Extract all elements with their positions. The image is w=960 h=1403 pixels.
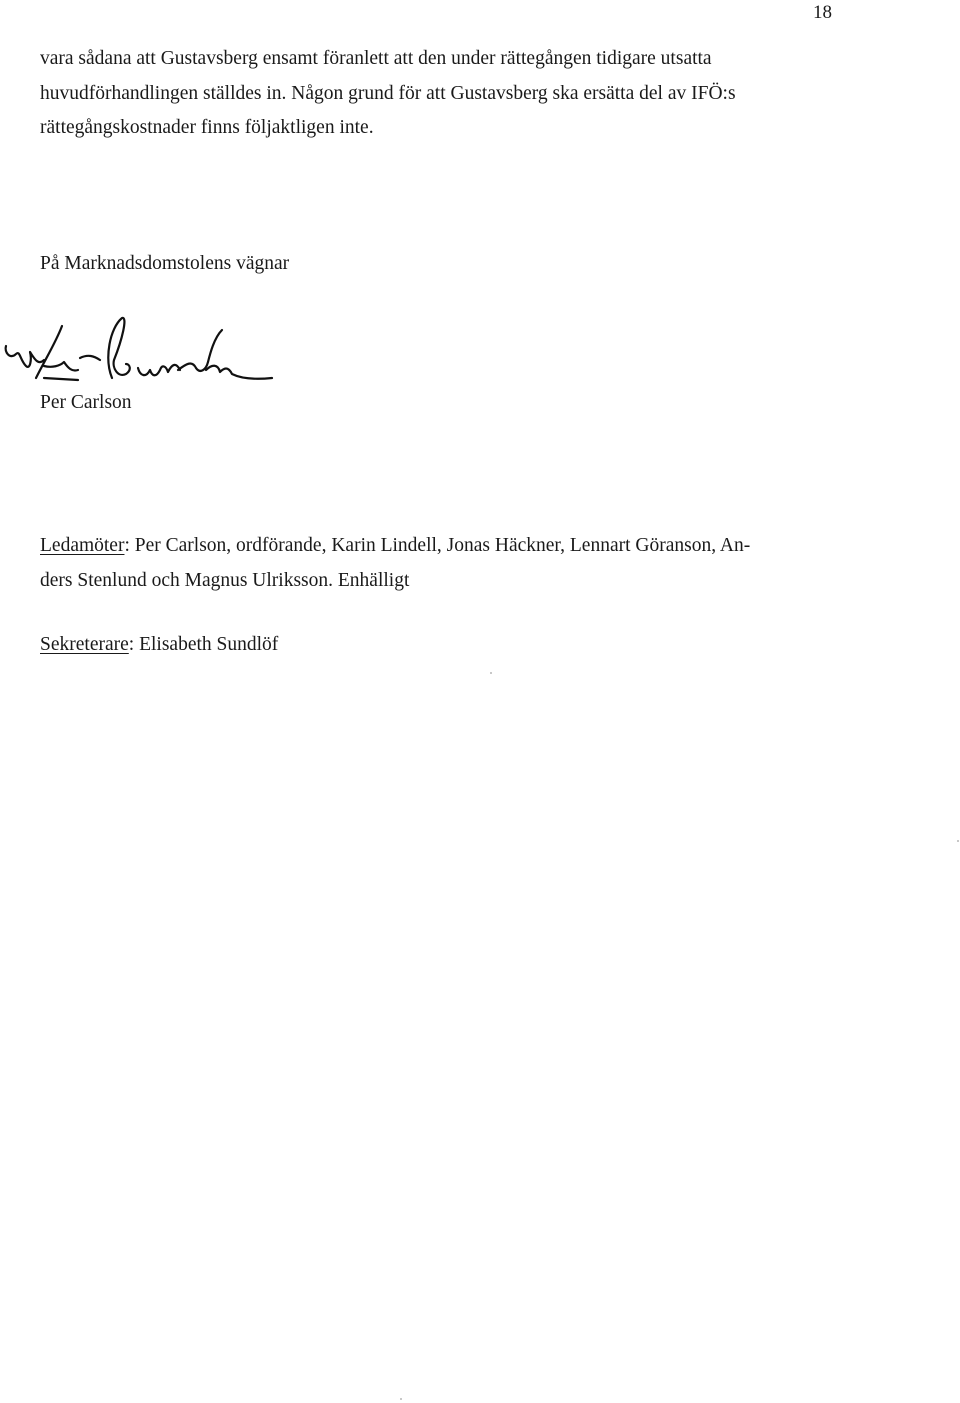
paragraph-line-1: vara sådana att Gustavsberg ensamt föranlett att den under rättegången tidigare utsatta xyxy=(40,48,712,69)
body-paragraph xyxy=(40,42,820,146)
scan-speck xyxy=(490,672,492,674)
signature-stroke xyxy=(44,378,78,380)
signature-stroke xyxy=(44,362,78,371)
page-number: 18 xyxy=(813,2,832,23)
paragraph-line-3: rättegångskostnader finns följaktligen inte. xyxy=(40,117,374,138)
signature-stroke xyxy=(178,330,222,371)
scan-speck xyxy=(957,840,959,842)
secretary-name: : Elisabeth Sundlöf xyxy=(128,634,279,655)
paragraph-line-2: huvudförhandlingen ställdes in. Någon grund för att Gustavsberg ska ersätta del av IFÖ:s xyxy=(40,82,736,104)
on-behalf-line: På Marknadsdomstolens vägnar xyxy=(40,253,290,274)
signature-stroke xyxy=(80,356,100,360)
handwritten-signature xyxy=(0,308,300,398)
secretary-line xyxy=(40,634,278,656)
secretary-label: Sekreterare xyxy=(40,634,129,655)
signature-stroke xyxy=(206,366,272,379)
scan-speck xyxy=(400,1398,402,1400)
signer-name: Per Carlson xyxy=(40,392,132,413)
signature-stroke xyxy=(138,365,180,375)
signature-stroke xyxy=(36,326,62,378)
signature-stroke xyxy=(108,318,129,378)
signature-stroke xyxy=(6,346,44,367)
members-line-1: : Per Carlson, ordförande, Karin Lindell, Jonas Häckner, Lennart Göranson, An- xyxy=(124,535,751,556)
members-line-2: ders Stenlund och Magnus Ulriksson. Enhälligt xyxy=(40,569,410,591)
members-label: Ledamöter xyxy=(40,535,125,556)
members-paragraph xyxy=(40,529,830,598)
